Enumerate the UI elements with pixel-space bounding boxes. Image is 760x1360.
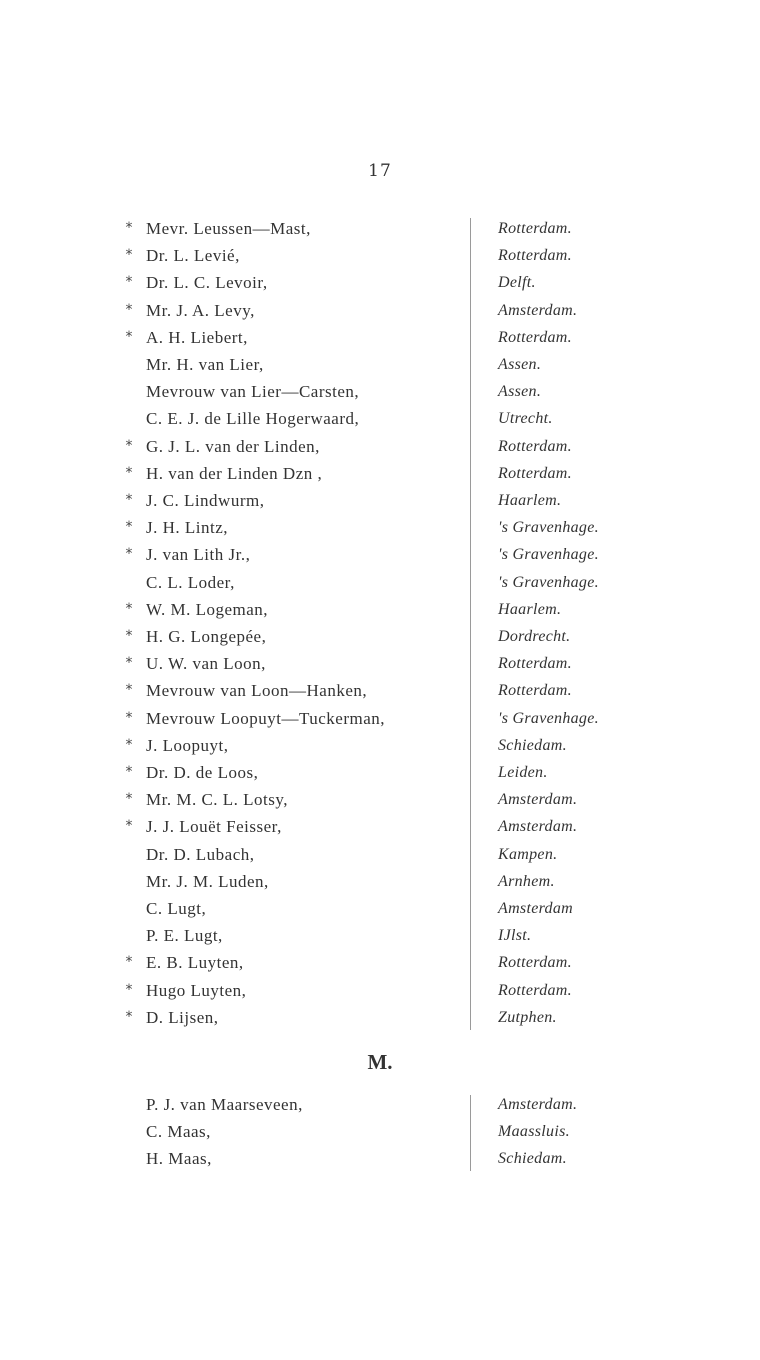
- member-row: [0, 215, 760, 242]
- member-row: [0, 759, 760, 786]
- member-place: Arnhem.: [498, 872, 555, 890]
- member-name: G. J. L. van der Linden,: [146, 436, 320, 456]
- member-row: [0, 895, 760, 922]
- member-place: Rotterdam.: [498, 981, 572, 999]
- member-place: Amsterdam.: [498, 791, 578, 809]
- member-row: [0, 297, 760, 324]
- member-row: [0, 786, 760, 813]
- member-row: [0, 949, 760, 976]
- member-name: Hugo Luyten,: [146, 980, 247, 1000]
- member-name: J. J. Louët Feisser,: [146, 817, 282, 837]
- member-name: U. W. van Loon,: [146, 654, 266, 674]
- member-row: [0, 1145, 760, 1172]
- member-name: J. H. Lintz,: [146, 518, 229, 538]
- member-place: Utrecht.: [498, 410, 553, 428]
- member-name: J. Loopuyt,: [146, 735, 229, 755]
- member-name: H. Maas,: [146, 1149, 212, 1169]
- member-star-marker: *: [125, 791, 133, 808]
- member-star-marker: *: [125, 818, 133, 835]
- member-row: [0, 813, 760, 840]
- member-row: [0, 1091, 760, 1118]
- member-star-marker: *: [125, 464, 133, 481]
- member-name: C. Lugt,: [146, 899, 207, 918]
- member-row: [0, 732, 760, 759]
- member-place: 's Gravenhage.: [498, 573, 599, 591]
- member-row: [0, 541, 760, 568]
- member-place: Haarlem.: [498, 600, 562, 618]
- member-place: Amsterdam.: [498, 818, 578, 836]
- member-name: D. Lijsen,: [146, 1007, 219, 1027]
- member-star-marker: *: [125, 328, 133, 345]
- member-name: Mr. M. C. L. Lotsy,: [146, 790, 289, 810]
- member-name: Mevrouw Loopuyt—Tuckerman,: [146, 708, 386, 728]
- member-row: [0, 351, 760, 378]
- member-star-marker: *: [125, 655, 133, 672]
- member-row: [0, 705, 760, 732]
- member-place: Rotterdam.: [498, 437, 572, 455]
- member-name: Dr. L. C. Levoir,: [146, 273, 268, 293]
- member-name: H. van der Linden Dzn ,: [146, 463, 323, 483]
- member-name: Mevrouw van Loon—Hanken,: [146, 681, 368, 701]
- member-star-marker: *: [125, 437, 133, 454]
- page-number: 17: [368, 161, 392, 181]
- member-place: Amsterdam: [498, 900, 573, 917]
- member-name: Mevrouw van Lier—Carsten,: [146, 382, 360, 402]
- member-place: Rotterdam.: [498, 464, 572, 482]
- member-row: [0, 1004, 760, 1031]
- member-star-marker: *: [125, 274, 133, 291]
- member-row: [0, 868, 760, 895]
- member-name: P. E. Lugt,: [146, 926, 223, 946]
- member-name: Dr. D. de Loos,: [146, 763, 259, 782]
- member-place: Leiden.: [498, 764, 548, 781]
- member-star-marker: *: [125, 546, 133, 563]
- member-row: [0, 514, 760, 541]
- member-row: [0, 623, 760, 650]
- member-star-marker: *: [125, 736, 133, 753]
- member-row: [0, 841, 760, 868]
- member-place: Assen.: [498, 356, 542, 373]
- member-name: W. M. Logeman,: [146, 599, 269, 619]
- member-row: [0, 242, 760, 269]
- member-place: Rotterdam.: [498, 220, 572, 237]
- member-star-marker: *: [125, 247, 133, 264]
- member-place: Rotterdam.: [498, 655, 572, 673]
- member-place: IJlst.: [498, 927, 532, 945]
- member-star-marker: *: [125, 764, 133, 780]
- member-row: [0, 977, 760, 1004]
- member-name: C. Maas,: [146, 1122, 211, 1142]
- member-name: Dr. L. Levié,: [146, 246, 240, 266]
- member-place: Kampen.: [498, 845, 558, 863]
- member-name: H. G. Longepée,: [146, 627, 267, 646]
- member-row: [0, 378, 760, 405]
- member-star-marker: *: [125, 628, 133, 644]
- member-row: [0, 569, 760, 596]
- member-place: Assen.: [498, 383, 542, 401]
- member-place: Dordrecht.: [498, 628, 571, 645]
- member-row: [0, 324, 760, 351]
- member-place: Schiedam.: [498, 736, 567, 754]
- member-place: 's Gravenhage.: [498, 709, 599, 727]
- member-row: [0, 922, 760, 949]
- member-row: [0, 269, 760, 296]
- member-place: Rotterdam.: [498, 682, 572, 700]
- member-name: J. van Lith Jr.,: [146, 545, 251, 565]
- member-star-marker: *: [125, 519, 133, 536]
- member-name: J. C. Lindwurm,: [146, 491, 265, 510]
- member-name: Mr. J. A. Levy,: [146, 300, 255, 320]
- member-row: [0, 433, 760, 460]
- member-star-marker: *: [125, 600, 133, 617]
- member-star-marker: *: [125, 981, 133, 998]
- member-name: Mevr. Leussen—Mast,: [146, 219, 311, 238]
- member-row: [0, 460, 760, 487]
- member-star-marker: *: [125, 709, 133, 726]
- member-name: Mr. J. M. Luden,: [146, 871, 269, 891]
- member-place: 's Gravenhage.: [498, 546, 599, 564]
- member-place: Zutphen.: [498, 1008, 557, 1026]
- member-place: Rotterdam.: [498, 954, 572, 972]
- member-row: [0, 650, 760, 677]
- member-place: 's Gravenhage.: [498, 519, 599, 537]
- member-name: Dr. D. Lubach,: [146, 844, 255, 864]
- member-row: [0, 405, 760, 432]
- member-row: [0, 487, 760, 514]
- member-place: Schiedam.: [498, 1150, 567, 1168]
- member-place: Amsterdam.: [498, 1096, 578, 1113]
- member-star-marker: *: [125, 682, 133, 699]
- member-place: Haarlem.: [498, 492, 562, 509]
- member-star-marker: *: [125, 220, 133, 236]
- member-place: Delft.: [498, 274, 536, 292]
- member-name: A. H. Liebert,: [146, 327, 248, 347]
- member-star-marker: *: [125, 492, 133, 508]
- member-place: Rotterdam.: [498, 328, 572, 346]
- member-place: Amsterdam.: [498, 301, 578, 319]
- member-name: E. B. Luyten,: [146, 953, 244, 973]
- member-name: P. J. van Maarseveen,: [146, 1095, 303, 1114]
- member-place: Maassluis.: [498, 1123, 570, 1141]
- member-star-marker: *: [125, 954, 133, 971]
- member-row: [0, 596, 760, 623]
- section-heading-m: M.: [367, 1050, 393, 1074]
- member-star-marker: *: [125, 1008, 133, 1025]
- member-name: C. L. Loder,: [146, 572, 235, 592]
- member-place: Rotterdam.: [498, 247, 572, 265]
- member-name: Mr. H. van Lier,: [146, 355, 264, 374]
- member-row: [0, 677, 760, 704]
- member-row: [0, 1118, 760, 1145]
- member-name: C. E. J. de Lille Hogerwaard,: [146, 409, 360, 429]
- member-star-marker: *: [125, 301, 133, 318]
